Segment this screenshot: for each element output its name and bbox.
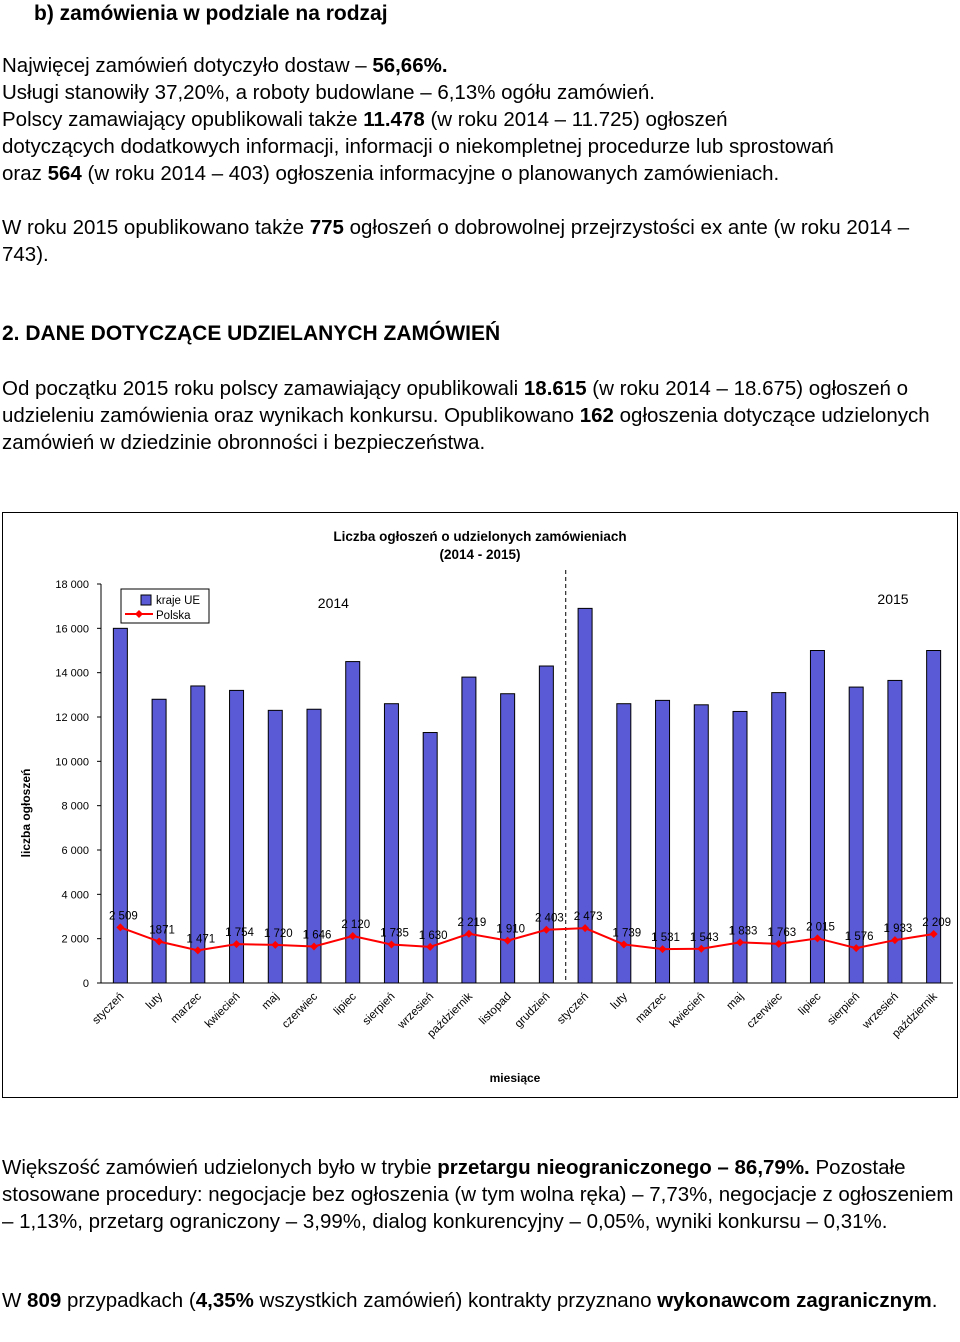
- x-tick-label: kwiecień: [202, 990, 243, 1031]
- period-label-2015: 2015: [877, 591, 909, 607]
- bar-kraje-ue: [772, 693, 786, 983]
- data-label-polska: 1 543: [689, 931, 719, 944]
- x-tick-label: luty: [608, 990, 630, 1012]
- x-tick-label: styczeń: [555, 990, 592, 1027]
- y-tick-label: 10 000: [55, 756, 89, 769]
- data-label-polska: 1 531: [651, 932, 680, 945]
- legend-label-polska: Polska: [156, 610, 191, 622]
- data-label-polska: 1 833: [728, 925, 758, 938]
- chart-title-line-1: Liczba ogłoszeń o udzielonych zamówieniach: [333, 529, 627, 544]
- y-tick-label: 14 000: [55, 667, 89, 680]
- data-label-polska: 2 219: [457, 916, 487, 929]
- section-2-heading: 2. DANE DOTYCZĄCE UDZIELANYCH ZAMÓWIEŃ: [2, 322, 501, 345]
- data-label-polska: 1871: [149, 924, 175, 937]
- x-tick-label: lipiec: [331, 990, 359, 1018]
- intro-line-1: Najwięcej zamówień dotyczyło dostaw – 56,66%.: [2, 54, 448, 77]
- data-label-polska: 1 739: [612, 927, 642, 940]
- data-label-polska: 2 120: [341, 919, 371, 932]
- data-label-polska: 1 471: [186, 933, 216, 946]
- y-tick-label: 6 000: [61, 845, 89, 857]
- x-tick-label: czerwiec: [280, 990, 321, 1031]
- y-tick-label: 12 000: [55, 712, 89, 724]
- x-tick-label: sierpień: [825, 990, 863, 1028]
- data-label-polska: 1 910: [496, 923, 526, 936]
- y-tick-label: 4 000: [61, 889, 89, 902]
- chart-legend: [121, 589, 209, 623]
- bar-kraje-ue: [307, 709, 321, 983]
- data-label-polska: 1 720: [263, 927, 293, 940]
- foreign-contractors-paragraph: W 809 przypadkach (4,35% wszystkich zamówień) kontrakty przyznano wykonawcom zagranicznym.: [2, 1289, 938, 1312]
- data-label-polska: 1 933: [883, 923, 913, 936]
- chart-frame: [2, 512, 958, 1098]
- data-label-polska: 1 576: [844, 931, 874, 944]
- y-tick-label: 16 000: [55, 623, 89, 636]
- legend-label-kraje-ue: kraje UE: [156, 595, 201, 607]
- legend-swatch-kraje-ue: [141, 595, 151, 605]
- y-tick-label: 8 000: [61, 800, 89, 813]
- x-tick-label: styczeń: [90, 990, 127, 1027]
- data-label-polska: 1 754: [225, 927, 254, 940]
- data-label-polska: 1 735: [380, 927, 409, 940]
- x-tick-label: czerwiec: [744, 990, 785, 1031]
- data-label-polska: 1 630: [418, 929, 448, 942]
- chart-x-axis-label: miesiące: [489, 1071, 541, 1085]
- intro-paragraph: [2, 52, 958, 187]
- orders-chart: [3, 513, 957, 1097]
- section-b-heading: b) zamówienia w podziale na rodzaj: [34, 2, 388, 25]
- chart-title-line-2: (2014 - 2015): [439, 547, 521, 562]
- x-tick-label: marzec: [633, 990, 669, 1026]
- x-tick-label: lipiec: [796, 990, 824, 1018]
- data-label-polska: 2 473: [573, 911, 603, 924]
- x-tick-label: marzec: [168, 990, 204, 1026]
- data-label-polska: 2 015: [806, 921, 835, 934]
- x-tick-label: wrzesień: [860, 990, 902, 1032]
- section-2-paragraph: Od początku 2015 roku polscy zamawiający opublikowali 18.615 (w roku 2014 – 18.675) ogłoszeń o udzieleniu zamówienia oraz wynikach konkursu. Opublikowano 162 ogłoszenia dotyczące udzielonych zamówień w dziedzinie obronności i bezpieczeństwa.: [2, 377, 930, 454]
- intro-line-5: oraz 564 (w roku 2014 – 403) ogłoszenia informacyjne o planowanych zamówieniach.: [2, 162, 780, 185]
- period-label-2014: 2014: [317, 595, 349, 611]
- y-tick-label: 2 000: [61, 933, 89, 946]
- y-tick-label: 18 000: [55, 579, 89, 591]
- data-label-polska: 2 509: [108, 910, 138, 923]
- x-tick-label: maj: [259, 990, 282, 1013]
- x-tick-label: październik: [425, 990, 476, 1041]
- data-label-polska: 1 646: [302, 929, 332, 942]
- chart-y-axis-label: liczba ogłoszeń: [19, 768, 33, 858]
- data-label-polska: 1 763: [767, 926, 797, 939]
- x-tick-label: sierpień: [360, 990, 398, 1028]
- data-label-polska: 2 403: [534, 912, 564, 925]
- x-tick-label: październik: [890, 990, 940, 1041]
- x-tick-label: grudzień: [512, 990, 553, 1031]
- intro-line-4: dotyczących dodatkowych informacji, informacji o niekompletnej procedurze lub sprostowań: [2, 135, 834, 158]
- x-tick-label: kwiecień: [667, 990, 708, 1031]
- x-tick-label: listopad: [477, 990, 514, 1028]
- x-tick-label: luty: [144, 990, 166, 1012]
- x-tick-label: maj: [724, 990, 747, 1013]
- y-tick-label: 0: [82, 978, 89, 990]
- bar-kraje-ue: [539, 666, 553, 983]
- intro-line-2: Usługi stanowiły 37,20%, a roboty budowlane – 6,13% ogółu zamówień.: [2, 81, 655, 104]
- x-tick-label: wrzesień: [395, 990, 437, 1032]
- data-label-polska: 2 209: [922, 917, 952, 930]
- transparency-paragraph: W roku 2015 opublikowano także 775 ogłoszeń o dobrowolnej przejrzystości ex ante (w roku 2014 – 743).: [2, 216, 910, 266]
- intro-line-3: Polscy zamawiający opublikowali także 11.478 (w roku 2014 – 11.725) ogłoszeń: [2, 108, 728, 131]
- procedures-paragraph: Większość zamówień udzielonych było w trybie przetargu nieograniczonego – 86,79%. Pozostałe stosowane procedury: negocjacje bez ogłoszenia (w tym wolna ręka) – 7,73%, negocjacje z ogłoszeniem – 1,13%, przetarg ograniczony – 3,99%, dialog konkurencyjny – 0,05%, wyniki konkursu – 0,31%.: [2, 1156, 954, 1233]
